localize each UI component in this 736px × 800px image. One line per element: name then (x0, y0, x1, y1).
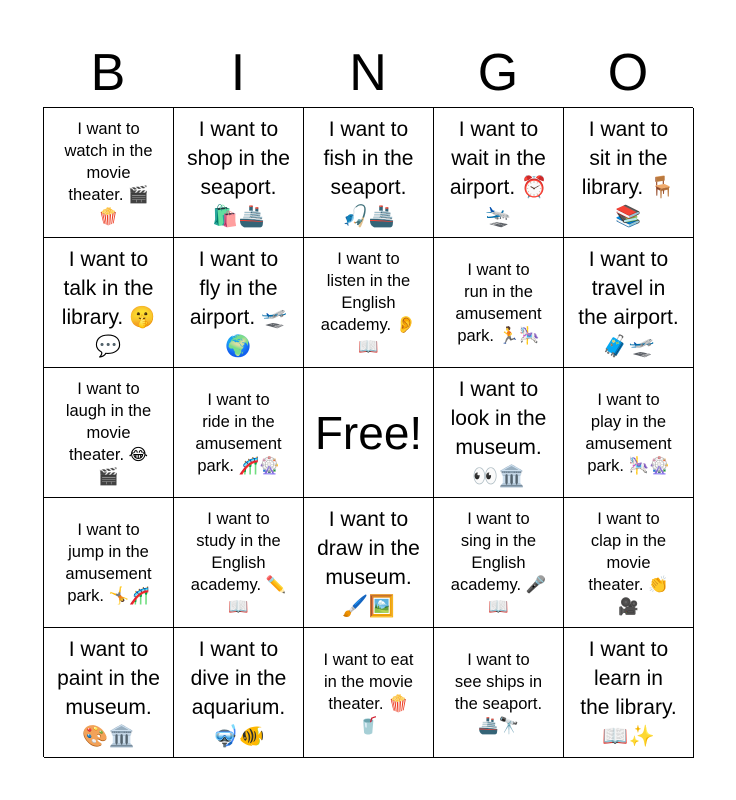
bingo-cell-text: I want to watch in the movie theater. 🎬 🍿 (64, 119, 153, 226)
bingo-cell-text: I want to paint in the museum. 🎨🏛️ (57, 637, 160, 748)
bingo-cell-text: I want to shop in the seaport. 🛍️🚢 (187, 117, 290, 228)
bingo-grid (43, 107, 693, 757)
bingo-cell[interactable] (174, 238, 304, 368)
bingo-cell-text: I want to study in the English academy. ✏️ 📖 (190, 509, 287, 616)
bingo-cell-text: I want to ride in the amusement park. 🎢🎡 (195, 390, 282, 475)
bingo-cell[interactable] (304, 238, 434, 368)
bingo-cell[interactable] (434, 368, 564, 498)
bingo-cell[interactable] (174, 108, 304, 238)
bingo-cell-text: I want to sing in the English academy. 🎤 📖 (450, 509, 547, 616)
bingo-cell-text: I want to run in the amusement park. 🏃🎠 (455, 260, 542, 345)
bingo-cell[interactable] (564, 108, 694, 238)
header-letter-b: B (90, 44, 126, 102)
bingo-cell[interactable] (434, 498, 564, 628)
bingo-cell-text: I want to wait in the airport. ⏰ 🛬 (449, 117, 548, 228)
bingo-cell-text: I want to travel in the airport. 🧳🛫 (578, 247, 679, 358)
header-letter-n: N (349, 44, 387, 102)
bingo-cell-text: I want to eat in the movie theater. 🍿 🥤 (323, 650, 414, 735)
bingo-cell[interactable] (434, 628, 564, 758)
bingo-cell[interactable] (44, 238, 174, 368)
bingo-cell-text: I want to dive in the aquarium. 🤿🐠 (190, 637, 287, 748)
bingo-cell-text: I want to draw in the museum. 🖌️🖼️ (317, 507, 420, 618)
bingo-cell[interactable] (434, 238, 564, 368)
header-letter-i: I (230, 44, 246, 102)
bingo-cell-text: I want to listen in the English academy. 👂 📖 (320, 249, 417, 356)
bingo-cell-text: I want to play in the amusement park. 🎠🎡 (585, 390, 672, 475)
bingo-cell[interactable] (44, 368, 174, 498)
bingo-cell[interactable] (174, 368, 304, 498)
bingo-cell[interactable] (304, 628, 434, 758)
bingo-cell[interactable] (44, 498, 174, 628)
bingo-cell[interactable] (564, 368, 694, 498)
bingo-cell[interactable] (174, 498, 304, 628)
bingo-cell-free[interactable] (304, 368, 434, 498)
free-space-label: Free! (314, 406, 423, 459)
bingo-cell[interactable] (174, 628, 304, 758)
bingo-cell[interactable] (304, 498, 434, 628)
bingo-cell-text: I want to talk in the library. 🤫 💬 (61, 247, 156, 358)
header-letter-o: O (607, 44, 649, 102)
bingo-cell[interactable] (44, 108, 174, 238)
bingo-cell-text: I want to see ships in the seaport. 🚢🔭 (454, 650, 543, 735)
bingo-cell-text: I want to learn in the library. 📖✨ (580, 637, 677, 748)
bingo-cell-text: I want to clap in the movie theater. 👏 🎥 (588, 509, 669, 616)
bingo-cell[interactable] (564, 628, 694, 758)
bingo-cell-text: I want to jump in the amusement park. 🤸🎢 (65, 520, 152, 605)
bingo-cell[interactable] (564, 238, 694, 368)
bingo-cell[interactable] (564, 498, 694, 628)
bingo-header (43, 40, 693, 106)
bingo-cell[interactable] (434, 108, 564, 238)
bingo-cell[interactable] (44, 628, 174, 758)
bingo-cell-text: I want to sit in the library. 🪑 📚 (581, 117, 676, 228)
bingo-cell[interactable] (304, 108, 434, 238)
bingo-cell-text: I want to fly in the airport. 🛫 🌍 (189, 247, 288, 358)
bingo-cell-text: I want to look in the museum. 👀🏛️ (450, 377, 547, 488)
header-letter-g: G (477, 44, 519, 102)
bingo-cell-text: I want to fish in the seaport. 🎣🚢 (323, 117, 414, 228)
bingo-cell-text: I want to laugh in the movie theater. 😂 🎬 (65, 379, 152, 486)
